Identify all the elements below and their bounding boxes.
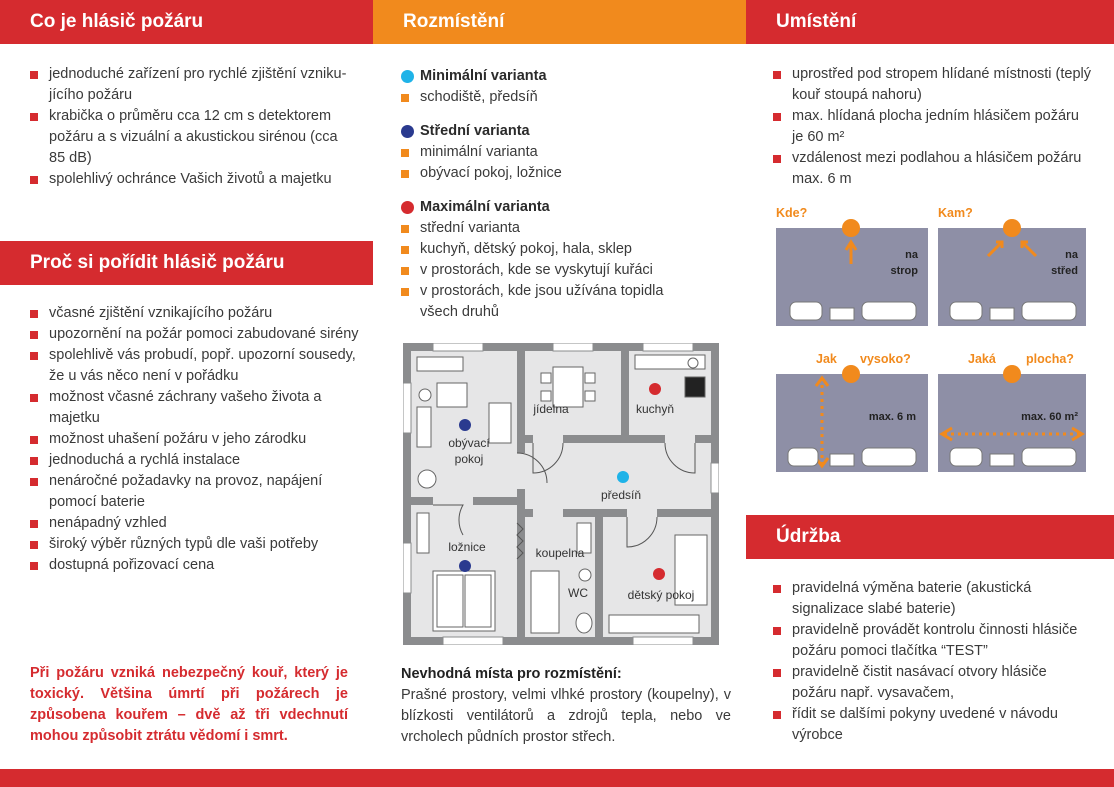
list-item: vzdálenost mezi podlahou a hlásičem požáru max. 6 m xyxy=(773,148,1093,190)
diagram-where-svg xyxy=(776,206,928,326)
diagram-which-svg xyxy=(938,206,1086,326)
list-item: pravidelná výměna baterie (akustická signalizace slabé baterie) xyxy=(773,578,1093,620)
diagram-height xyxy=(776,352,928,472)
plan-label-bathroom: koupelna xyxy=(535,546,585,560)
diagram-area-max: max. 60 m² xyxy=(1021,411,1078,423)
dot-max-icon xyxy=(401,201,414,214)
list-item: uprostřed pod stropem hlídané místnosti (teplý kouř stoupá nahoru) xyxy=(773,64,1093,106)
plan-label-dining: jídelna xyxy=(533,402,569,416)
diagram-where xyxy=(776,206,928,326)
sofa-icon xyxy=(862,302,916,320)
what-is-list xyxy=(30,64,350,190)
list-item: řídit se dalšími pokyny uvedené v návodu výrobce xyxy=(773,704,1093,746)
list-item: dostupná pořizovací cena xyxy=(30,555,360,576)
column-location xyxy=(746,0,1114,743)
plan-label-hall: předsíň xyxy=(600,488,642,502)
variant-mid-title: Střední varianta xyxy=(420,123,530,139)
diagram-height-label-1: Jak xyxy=(816,352,837,366)
detector-icon xyxy=(1003,365,1021,383)
maintenance-list xyxy=(773,578,1093,746)
diagram-height-max: max. 6 m xyxy=(868,411,916,423)
plan-label-living-1: obývací xyxy=(448,436,490,450)
sofa-icon xyxy=(1022,302,1076,320)
diagram-where-label: Kde? xyxy=(776,206,808,220)
list-item: pravidelně provádět kontrolu činnosti hlásiče požáru pomoci tlačítka “TEST” xyxy=(773,620,1093,662)
variant-min-title: Minimální varianta xyxy=(420,68,547,84)
table-icon xyxy=(990,308,1014,320)
variant-min xyxy=(401,66,731,87)
bottom-bar xyxy=(0,769,1114,787)
armchair-icon xyxy=(790,302,822,320)
sofa-icon xyxy=(1022,448,1076,466)
diagram-area-label-1: Jaká xyxy=(968,352,996,366)
section-title-what-is: Co je hlásič požáru xyxy=(0,0,373,44)
dot-mid-icon xyxy=(401,125,414,138)
armchair-icon xyxy=(950,448,982,466)
list-item: jednoduché zařízení pro rychlé zjištění vznikujícího požáru xyxy=(30,64,350,106)
detector-kids-icon xyxy=(653,568,665,580)
table-icon xyxy=(830,308,854,320)
list-item: jednoduchá a rychlá instalace xyxy=(30,450,360,471)
diagram-area-svg xyxy=(938,352,1086,472)
door xyxy=(433,497,473,505)
diagram-where-na: na xyxy=(905,249,918,261)
list-item: krabička o průměru cca 12 cm s detektorem požáru a s vizuální a akustickou sirénou (cca 85 dB) xyxy=(30,106,350,169)
list-item: obývací pokoj, ložnice xyxy=(401,163,731,184)
diagram-which xyxy=(938,206,1086,326)
detector-living-icon xyxy=(459,419,471,431)
armchair-icon xyxy=(950,302,982,320)
table-icon xyxy=(830,454,854,466)
plan-label-bedroom: ložnice xyxy=(448,540,486,554)
detector-hall-icon xyxy=(617,471,629,483)
list-item: spolehlivý ochránce Vašich životů a majetku xyxy=(30,169,350,190)
plan-label-wc: WC xyxy=(568,586,588,600)
list-item: v prostorách, kde se vyskytují kuřáci xyxy=(401,260,701,281)
plan-label-kitchen: kuchyň xyxy=(635,402,675,416)
diagram-area xyxy=(938,352,1086,472)
door xyxy=(533,509,563,517)
list-item: včasné zjištění vznikajícího požáru xyxy=(30,303,360,324)
diagram-height-svg xyxy=(776,352,928,472)
section-title-location: Umístění xyxy=(746,0,1114,44)
section-title-maintenance: Údržba xyxy=(746,515,1114,559)
diagram-where-strop: strop xyxy=(890,265,918,277)
detector-icon xyxy=(842,219,860,237)
list-item: minimální varianta xyxy=(401,142,731,163)
diagram-which-label: Kam? xyxy=(938,206,973,220)
door xyxy=(627,509,657,517)
unsuitable-places xyxy=(401,664,731,748)
dot-min-icon xyxy=(401,70,414,83)
door xyxy=(533,435,563,443)
variants xyxy=(401,66,731,323)
smoke-warning: Při požáru vzniká nebezpečný kouř, který je toxický. Většina úmrtí při požárech je způsobena kouřem – dvě až tři vdechnutí mohou způsobit ztrátu vědomí i smrt. xyxy=(30,665,348,744)
detector-icon xyxy=(1003,219,1021,237)
list-item: pravidelně čistit nasávací otvory hlásiče požáru např. vysavačem, xyxy=(773,662,1093,704)
list-item: v prostorách, kde jsou užívána topidla všech druhů xyxy=(401,281,701,323)
diagram-which-stred: střed xyxy=(1051,265,1078,277)
list-item: schodiště, předsíň xyxy=(401,87,731,108)
list-item: spolehlivě vás probudí, popř. upozorní sousedy, že u vás něco není v pořádku xyxy=(30,345,360,387)
list-item: střední varianta xyxy=(401,218,701,239)
location-list xyxy=(773,64,1093,190)
plan-label-living-2: pokoj xyxy=(454,452,484,466)
diagram-which-na: na xyxy=(1065,249,1078,261)
detector-kitchen-icon xyxy=(649,383,661,395)
column-what-is xyxy=(0,0,373,744)
detector-icon xyxy=(842,365,860,383)
section-title-placement: Rozmístění xyxy=(373,0,746,44)
door xyxy=(517,453,525,489)
variant-mid-list xyxy=(401,142,731,184)
list-item: max. hlídaná plocha jedním hlásičem požáru je 60 m² xyxy=(773,106,1093,148)
list-item: možnost včasné záchrany vašeho života a majetku xyxy=(30,387,360,429)
door xyxy=(665,435,695,443)
variant-min-list xyxy=(401,87,731,108)
variant-mid xyxy=(401,121,731,142)
unsuitable-title: Nevhodná místa pro rozmístění: xyxy=(401,666,622,682)
section-title-why: Proč si pořídit hlásič požáru xyxy=(0,241,373,285)
list-item: kuchyň, dětský pokoj, hala, sklep xyxy=(401,239,701,260)
column-placement xyxy=(373,0,746,745)
detector-bedroom-icon xyxy=(459,560,471,572)
variant-max xyxy=(401,197,731,218)
table-icon xyxy=(990,454,1014,466)
unsuitable-text: Prašné prostory, velmi vlhké prostory (koupelny), v blízkosti ventilátorů a zdrojů tepla, nebo ve vrcholech půdních prostor střech. xyxy=(401,687,731,745)
armchair-icon xyxy=(788,448,818,466)
list-item: možnost uhašení požáru v jeho zárodku xyxy=(30,429,360,450)
variant-max-list xyxy=(401,218,701,323)
why-list xyxy=(30,303,360,576)
sofa-icon xyxy=(862,448,916,466)
list-item: upozornění na požár pomoci zabudované sirény xyxy=(30,324,360,345)
list-item: nenáročné požadavky na provoz, napájení pomocí baterie xyxy=(30,471,360,513)
diagram-area-label-2: plocha? xyxy=(1026,352,1074,366)
variant-max-title: Maximální varianta xyxy=(420,199,550,215)
diagram-height-label-2: vysoko? xyxy=(860,352,911,366)
list-item: nenápadný vzhled xyxy=(30,513,360,534)
list-item: široký výběr různých typů dle vaši potřeby xyxy=(30,534,360,555)
floor-plan xyxy=(403,343,719,645)
plan-label-kids: dětský pokoj xyxy=(627,588,695,602)
